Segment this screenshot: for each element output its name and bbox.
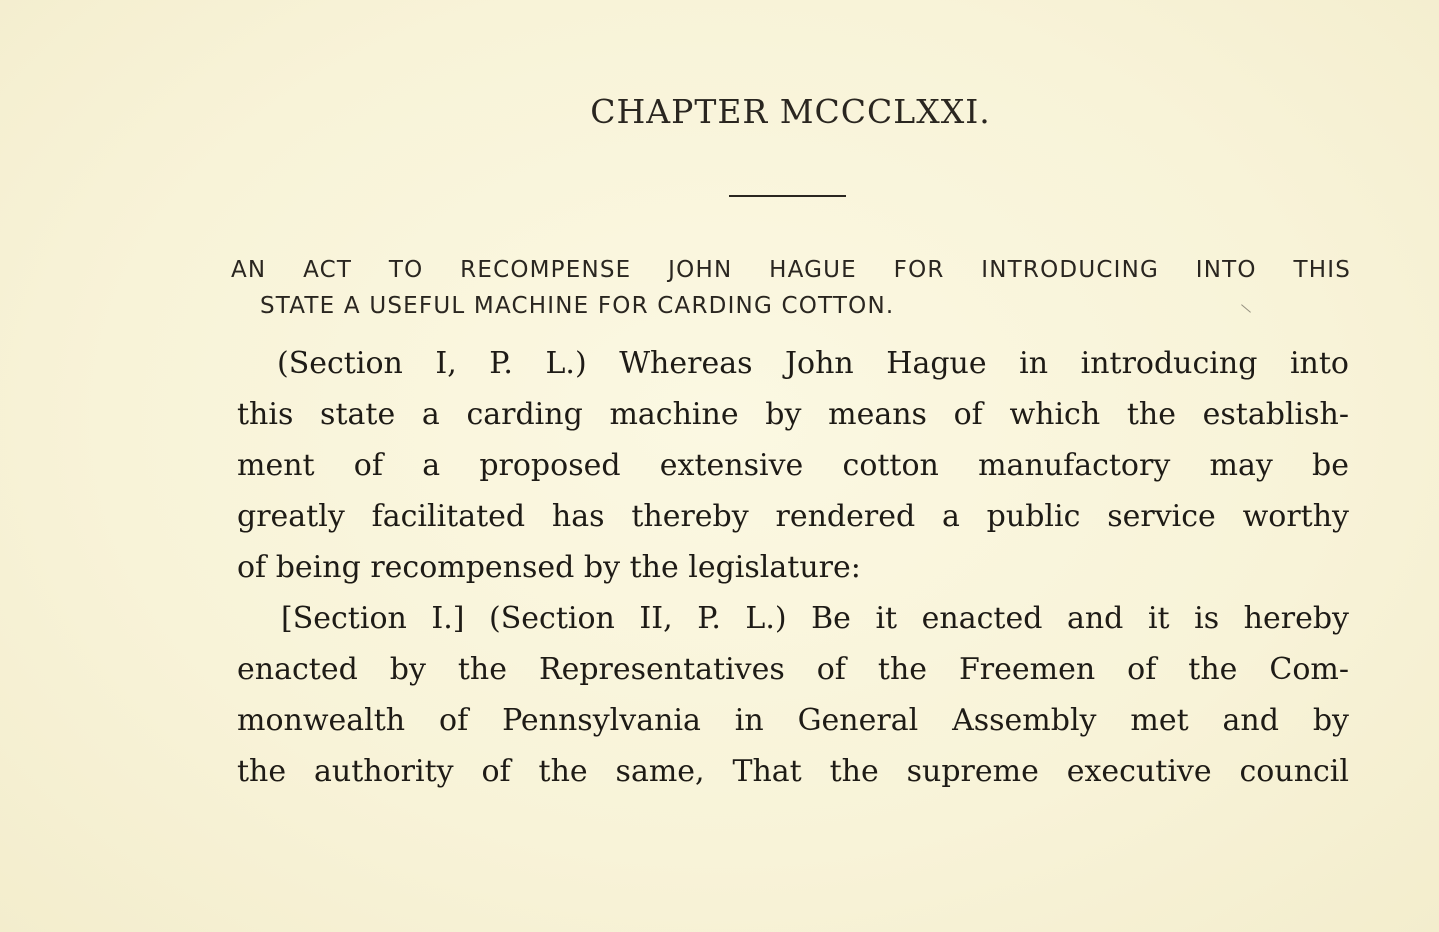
body-line: enacted by the Representatives of the Freemen of the Com- (237, 652, 1349, 687)
act-title-line-2: STATE A USEFUL MACHINE FOR CARDING COTTON. (260, 293, 895, 319)
act-body-text (237, 338, 1349, 797)
body-line: the authority of the same, That the supreme executive council (237, 754, 1349, 789)
body-line: this state a carding machine by means of which the establish- (237, 397, 1349, 432)
act-title-line-1: AN ACT TO RECOMPENSE JOHN HAGUE FOR INTRODUCING INTO THIS (231, 257, 1351, 283)
body-line: monwealth of Pennsylvania in General Assembly met and by (237, 703, 1349, 738)
body-line: ment of a proposed extensive cotton manufactory may be (237, 448, 1349, 483)
act-title (231, 252, 1351, 324)
chapter-title: CHAPTER MCCCLXXI. (590, 92, 991, 131)
body-line: [Section I.] (Section II, P. L.) Be it enacted and it is hereby (281, 601, 1349, 636)
body-line: (Section I, P. L.) Whereas John Hague in introducing into (277, 346, 1349, 381)
title-divider-rule (729, 195, 846, 197)
body-line: greatly facilitated has thereby rendered a public service worthy (237, 499, 1349, 534)
body-line: of being recompensed by the legislature: (237, 550, 861, 585)
